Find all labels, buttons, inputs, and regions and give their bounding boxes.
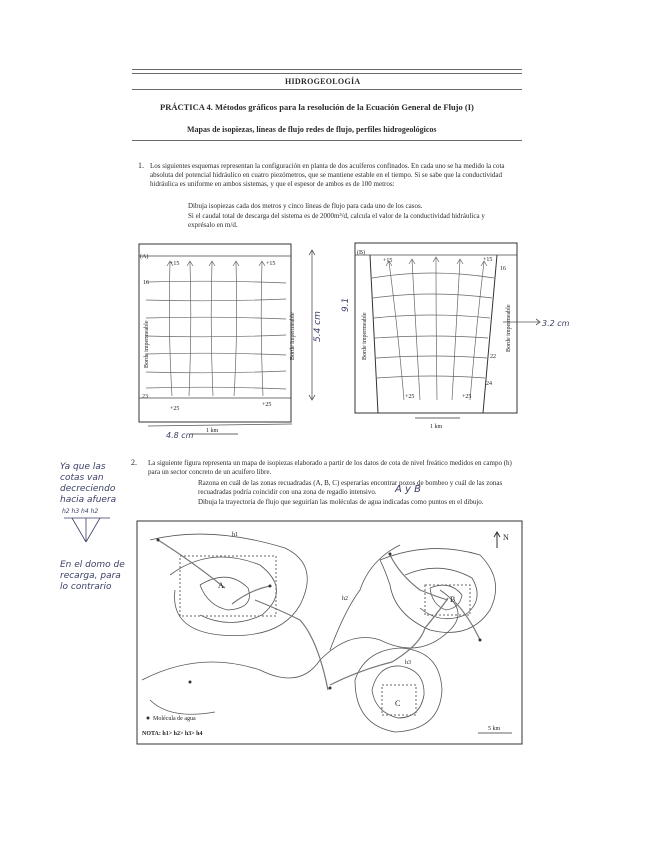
molecule-dot (157, 539, 160, 542)
map-legend: Molécula de agua (153, 716, 196, 722)
molecule-dot (189, 681, 192, 684)
map-zone-a: A (218, 581, 224, 590)
diagram-b-head-tl: +15 (383, 258, 393, 264)
diagram-b-mark-24: 24 (486, 381, 492, 387)
diagram-b-label: (B) (357, 250, 365, 256)
diagram-b-head-bl: +25 (405, 394, 415, 400)
diagram-b-head-br: +25 (462, 394, 472, 400)
map-note: NOTA: h1> h2> h3> h4 (142, 731, 203, 737)
exercise2-task-b: Dibuja la trayectoria de flujo que seguirían las moléculas de agua indicadas como puntos en el dibujo. (198, 498, 484, 506)
diagram-a-scale: 1 km (206, 428, 219, 434)
diagram-b-hand-right: 3.2 cm (542, 319, 570, 328)
map-h3-label: h3 (405, 660, 411, 666)
practice-subtitle: Mapas de isopiezas, líneas de flujo redes de flujo, perfiles hidrogeológicos (187, 125, 437, 134)
exercise2-task-a: Razona en cuál de las zonas recuadradas (A, B, C) esperarías encontrar pozos de bombeo y cuál de las zonas recuadradas podría coincidir con una zona de regadío intensivo. (198, 479, 503, 496)
molecule-dot (479, 639, 482, 642)
diagram-b-mark-16: 16 (500, 266, 506, 272)
diagram-b-mark-22: 22 (490, 354, 496, 360)
diagram-b-scale: 1 km (430, 424, 443, 430)
map-zone-b: B (450, 595, 456, 604)
molecule-dot (269, 585, 272, 588)
molecule-dot (329, 687, 332, 690)
diagram-a-mark-16: 16 (143, 280, 149, 286)
diagram-a-mark-23: 23 (142, 394, 148, 400)
map-h2-label: h2 (342, 596, 348, 602)
diagram-b-left-edge: Borde impermeable (362, 312, 368, 360)
diagram-a-hand-width: 4.8 cm (166, 431, 194, 440)
exercise1-task-b: Si el caudal total de descarga del sistema es de 2000m³/d, calcula el valor de la conductividad hidráulica y exprésalo en m/d. (188, 212, 485, 229)
map-molecule-dots (157, 539, 482, 690)
diagram-a-right-edge: Borde impermeable (290, 312, 296, 360)
diagram-a-head-bl: +25 (170, 406, 180, 412)
map-h1-label: h1 (232, 532, 238, 538)
diagram-b-hand-left: 9.1 (341, 297, 351, 312)
margin-note-2: En el domo de recarga, para lo contrario (60, 560, 125, 592)
diagram-a-head-br: +25 (262, 402, 272, 408)
exercise2-answer: A y B (395, 484, 421, 495)
course-title: HIDROGEOLOGÍA (285, 77, 361, 86)
exercise2-number: 2. (131, 458, 137, 467)
exercise1-task-a: Dibuja isopiezas cada dos metros y cinco líneas de flujo para cada uno de los casos. (188, 202, 423, 210)
margin-note-1: Ya que las cotas van decreciendo hacia afuera (60, 462, 117, 505)
map-north: N (503, 533, 509, 542)
legend-dot (147, 717, 150, 720)
practice-title: PRÁCTICA 4. Métodos gráficos para la resolución de la Ecuación General de Flujo (I) (160, 102, 474, 112)
map-scale: 5 km (488, 726, 501, 732)
diagram-a-hand-length: 5.4 cm (313, 311, 323, 342)
exercise1-text: Los siguientes esquemas representan la configuración en planta de dos acuíferos confinados. En cada uno se ha medido la cota absoluta del potencial hidráulico en cuatro piezómetros, que se mantiene estable en el tiempo. Si se sabe que la conductividad hidráulica es uniforme en ambos sistemas, y que el espesor de ambos es de 100 metros: (150, 162, 505, 188)
margin-note-1-marks: h2 h3 h4 h2 (62, 508, 99, 515)
diagram-a-label: (A) (140, 254, 149, 260)
exercise2-text: La siguiente figura representa un mapa de isopiezas elaborado a partir de los datos de cota de nivel freático medidos en campo (h) para un sector concreto de un acuífero libre. (148, 459, 512, 476)
diagram-a-head-tl: +15 (170, 261, 180, 267)
molecule-dot (389, 553, 392, 556)
diagram-a-head-tr: +15 (266, 261, 276, 267)
diagram-b-right-edge: Borde impermeable (506, 304, 512, 352)
exercise1-number: 1. (138, 161, 144, 170)
map-frame (137, 521, 522, 744)
diagram-b-head-tr: +15 (483, 257, 493, 263)
map-zone-c: C (395, 699, 401, 708)
diagram-a-left-edge: Borde impermeable (144, 320, 150, 368)
